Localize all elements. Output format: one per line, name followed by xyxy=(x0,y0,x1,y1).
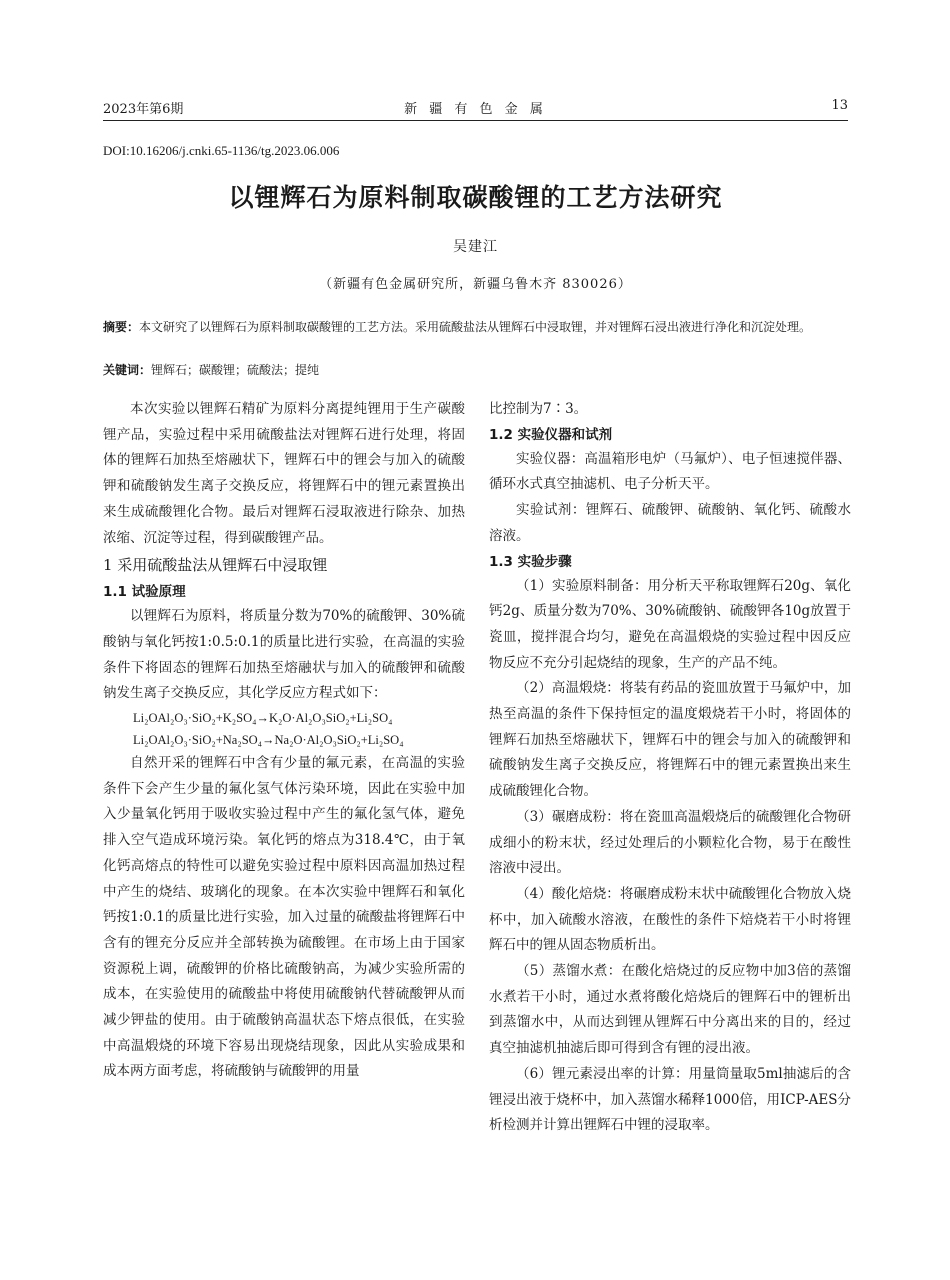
equation-2: Li₂OAl₂O₃·SiO₂+Na₂SO₄→Na₂O·Al₂O₃SiO₂+Li₂SO₄ xyxy=(133,733,404,748)
intro-paragraph: 本次实验以锂辉石精矿为原料分离提纯锂用于生产碳酸锂产品，实验过程中采用硫酸盐法对锂辉石进行处理，将固体的锂辉石加热至熔融状下，锂辉石中的锂会与加入的硫酸钾和硫酸钠发生离子交换反应，将锂辉石中的锂元素置换出来生成硫酸锂化合物。最后对锂辉石浸取液进行除杂、加热浓缩、沉淀等过程，得到碳酸锂产品。 xyxy=(103,401,465,546)
fluorine-paragraph: 自然开采的锂辉石中含有少量的氟元素，在高温的实验条件下会产生少量的氟化氢气体污染环境，因此在实验中加入少量氧化钙用于吸收实验过程中产生的氟化氢气体，避免排入空气造成环境污染。氧化钙的熔点为318.4℃，由于氧化钙高熔点的特性可以避免实验过程中原料因高温加热过程中产生的烧结、玻璃化的现象。在本次实验中锂辉石和氧化钙按1:0.1的质量比进行实验，加入过量的硫酸盐将锂辉石中含有的锂充分反应并全部转换为硫酸锂。在市场上由于国家资源税上调，硫酸钾的价格比硫酸钠高，为减少实验所需的成本，在实验使用的硫酸盐中将使用硫酸钠代替硫酸钾从而减少钾盐的使用。由于硫酸钠高温状态下熔点很低，在实验中高温煅烧的环境下容易出现烧结现象，因此从实验成果和成本两方面考虑，将硫酸钠与硫酸钾的用量 xyxy=(103,755,465,1080)
principle-paragraph: 以锂辉石为原料，将质量分数为70%的硫酸钾、30%硫酸钠与氧化钙按1:0.5:0.1的质量比进行实验，在高温的实验条件下将固态的锂辉石加热至熔融状与加入的硫酸钾和硫酸钠发生离子交换反应，其化学反应方程式如下： xyxy=(103,608,465,702)
keywords xyxy=(103,360,848,380)
header-divider xyxy=(103,120,848,121)
abstract xyxy=(103,317,848,337)
reagents-paragraph: 实验试剂：锂辉石、硫酸钾、硫酸钠、氧化钙、硫酸水溶液。 xyxy=(489,502,851,544)
section-heading-1-3: 1.3 实验步骤 xyxy=(489,553,572,570)
left-column xyxy=(103,397,465,1085)
right-column xyxy=(489,397,851,1139)
affiliation: （新疆有色金属研究所，新疆乌鲁木齐 830026） xyxy=(319,277,632,292)
equation-1: Li₂OAl₂O₃·SiO₂+K₂SO₄→K₂O·Al₂O₃SiO₂+Li₂SO₄ xyxy=(133,711,393,726)
continuation-text: 比控制为7∶3。 xyxy=(489,401,588,417)
article-title: 以锂辉石为原料制取碳酸锂的工艺方法研究 xyxy=(228,183,723,212)
step-paragraph: （5）蒸馏水煮：在酸化焙烧过的反应物中加3倍的蒸馏水煮若干小时，通过水煮将酸化焙烧后的锂辉石中的锂析出到蒸馏水中，从而达到锂从锂辉石中分离出来的目的，经过真空抽滤机抽滤后即可得到含有锂的浸出液。 xyxy=(489,963,851,1057)
doi: DOI:10.16206/j.cnki.65-1136/tg.2023.06.006 xyxy=(103,143,340,158)
step-paragraph: （6）锂元素浸出率的计算：用量筒量取5ml抽滤后的含锂浸出液于烧杯中，加入蒸馏水稀释1000倍，用ICP-AES分析检测并计算出锂辉石中锂的浸取率。 xyxy=(489,1065,851,1134)
section-heading-1-1: 1.1 试验原理 xyxy=(103,584,186,601)
running-header xyxy=(103,98,848,120)
page-number: 13 xyxy=(831,98,848,113)
section-heading-1-2: 1.2 实验仪器和试剂 xyxy=(489,426,613,443)
keywords-label: 关键词： xyxy=(103,363,152,377)
instruments-paragraph: 实验仪器：高温箱形电炉（马氟炉）、电子恒速搅伴器、循环水式真空抽滤机、电子分析天平。 xyxy=(489,450,851,493)
issue-label: 2023年第6期 xyxy=(103,102,184,117)
section-heading-1: 1 采用硫酸盐法从锂辉石中浸取锂 xyxy=(103,556,328,575)
step-paragraph: （3）碾磨成粉：将在瓷皿高温煅烧后的硫酸锂化合物研成细小的粉末状，经过处理后的小颗粒化合物，易于在酸性溶液中浸出。 xyxy=(489,808,851,877)
step-paragraph: （4）酸化焙烧：将碾磨成粉末状中硫酸锂化合物放入烧杯中，加入硫酸水溶液，在酸性的条件下焙烧若干小时将锂辉石中的锂从固态物质析出。 xyxy=(489,885,851,954)
abstract-label: 摘要： xyxy=(103,320,140,334)
step-paragraph: （1）实验原料制备：用分析天平称取锂辉石20g、氧化钙2g、质量分数为70%、30%硫酸钠、硫酸钾各10g放置于瓷皿，搅拌混合均匀，避免在高温煅烧的实验过程中因反应物反应不充分引起烧结的现象，生产的产品不纯。 xyxy=(489,577,851,671)
abstract-text: 本文研究了以锂辉石为原料制取碳酸锂的工艺方法。采用硫酸盐法从锂辉石中浸取锂，并对锂辉石浸出液进行净化和沉淀处理。 xyxy=(139,320,812,334)
step-paragraph: （2）高温煅烧：将装有药品的瓷皿放置于马氟炉中，加热至高温的条件下保持恒定的温度煅烧若干小时，将固体的锂辉石加热至熔融状下，锂辉石中的锂会与加入的硫酸钾和硫酸钠发生离子交换反应，将锂辉石中的锂元素置换出来生成硫酸锂化合物。 xyxy=(489,680,851,800)
keywords-text: 锂辉石；碳酸锂；硫酸法；提纯 xyxy=(151,363,320,377)
journal-name: 新 疆 有 色 金 属 xyxy=(404,102,547,117)
author: 吴建江 xyxy=(453,239,498,255)
